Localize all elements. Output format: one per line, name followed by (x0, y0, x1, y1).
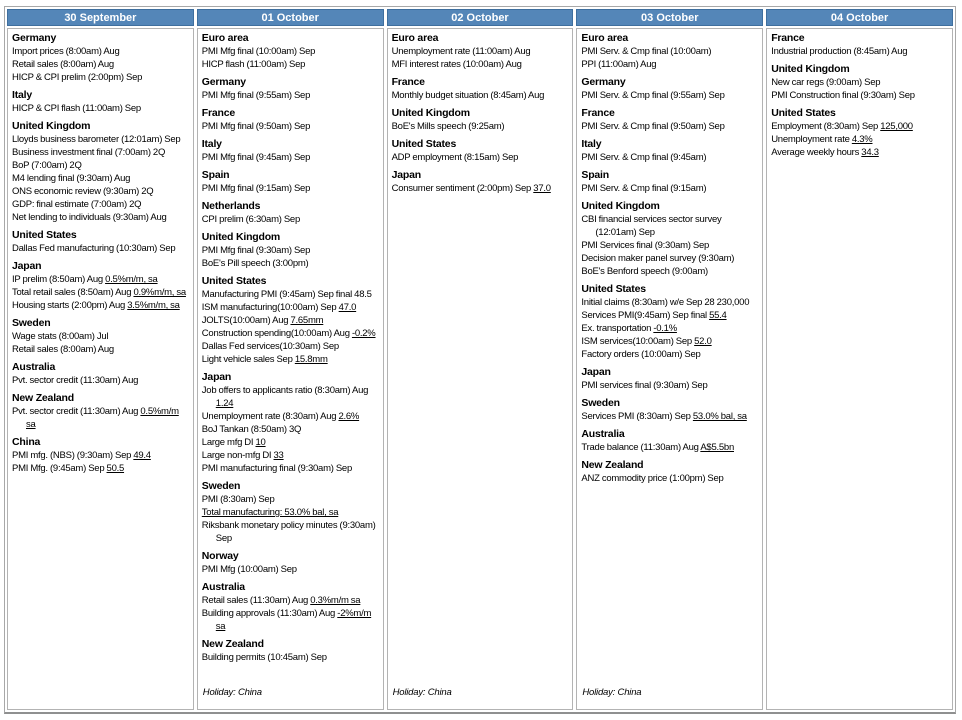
event-text: Large non-mfg DI (201, 450, 274, 461)
event-value: 55.4 (709, 310, 727, 321)
country-name: Sweden (201, 480, 241, 492)
event-value: 125,000 (880, 121, 913, 132)
event-text: Pvt. sector credit (11:30am) Aug (12, 375, 139, 386)
country-name: France (771, 32, 805, 44)
event-text: Net lending to individuals (9:30am) Aug (12, 212, 167, 223)
event-text: Factory orders (10:00am) Sep (581, 349, 701, 360)
event-item (581, 296, 758, 309)
country-name: United States (201, 275, 267, 287)
day-header: 03 October (576, 9, 763, 26)
day-body (576, 28, 763, 710)
event-item (202, 120, 379, 133)
event-text: Decision maker panel survey (9:30am) (581, 253, 735, 264)
event-text: PMI Serv. & Cmp final (9:15am) (581, 183, 707, 194)
country-name: Sweden (581, 397, 620, 409)
event-item (12, 286, 189, 299)
country-name: United Kingdom (201, 231, 281, 243)
country-name: Italy (201, 138, 222, 150)
country-section (581, 76, 758, 102)
country-section (202, 107, 379, 133)
event-text: PMI Serv. & Cmp final (9:45am) (581, 152, 707, 163)
event-text: PMI (8:30am) Sep (201, 494, 275, 505)
event-text: PMI Mfg final (9:30am) Sep (201, 245, 311, 256)
country-section (202, 76, 379, 102)
event-item (771, 45, 948, 58)
event-item (202, 288, 379, 301)
event-item (581, 239, 758, 252)
country-section (12, 317, 189, 356)
day-header: 04 October (766, 9, 953, 26)
event-item (392, 120, 569, 133)
event-text: Riksbank monetary policy minutes (9:30am) Sep (201, 520, 376, 544)
event-text: PMI Serv. & Cmp final (10:00am) (581, 46, 712, 57)
event-text: PMI Construction final (9:30am) Sep (771, 90, 915, 101)
country-name: United States (771, 107, 836, 119)
event-item (202, 493, 379, 506)
event-text: ISM manufacturing(10:00am) Sep (201, 302, 339, 313)
event-value: A$5.5bn (700, 442, 734, 453)
event-value: 50.5 (106, 463, 125, 474)
event-text: ANZ commodity price (1:00pm) Sep (581, 473, 724, 484)
country-section (581, 459, 758, 485)
country-name: France (201, 107, 236, 119)
event-item (581, 265, 758, 278)
event-value: 1.24 (215, 398, 234, 409)
country-name: United Kingdom (771, 63, 850, 75)
event-text: BoP (7:00am) 2Q (12, 160, 82, 171)
event-item (581, 89, 758, 102)
event-text: CBI financial services sector survey (12:01am) Sep (581, 214, 722, 238)
event-item (202, 327, 379, 340)
event-value: 2.6% (338, 411, 360, 422)
event-value: 15.8mm (294, 354, 328, 365)
holiday-note: Holiday: China (202, 687, 262, 698)
holiday-note: Holiday: China (392, 687, 452, 698)
event-value: 34.3 (861, 147, 879, 158)
country-section (12, 260, 189, 312)
event-item (202, 45, 379, 58)
event-item (202, 353, 379, 366)
day-column (576, 9, 763, 710)
event-value: -0.2% (351, 328, 376, 339)
country-name: Italy (581, 138, 602, 150)
country-section (12, 436, 189, 475)
event-text: Retail sales (8:00am) Aug (12, 344, 114, 355)
event-value: 49.4 (133, 450, 151, 461)
event-text: Consumer sentiment (2:00pm) Sep (391, 183, 534, 194)
event-item (771, 120, 948, 133)
country-section (581, 428, 758, 454)
country-section (202, 371, 379, 475)
day-header: 01 October (197, 9, 384, 26)
country-name: Japan (12, 260, 42, 272)
event-item (12, 330, 189, 343)
event-item (581, 213, 758, 239)
event-item (12, 449, 189, 462)
country-section (392, 76, 569, 102)
event-value: Total manufacturing: 53.0% bal, sa (201, 507, 339, 518)
event-text: Retail sales (11:30am) Aug (201, 595, 311, 606)
event-text: PMI Mfg (10:00am) Sep (201, 564, 297, 575)
country-section (771, 107, 948, 159)
event-text: ISM services(10:00am) Sep (581, 336, 695, 347)
event-text: Import prices (8:00am) Aug (12, 46, 120, 57)
country-name: Japan (581, 366, 611, 378)
event-item (202, 301, 379, 314)
day-column (766, 9, 953, 710)
country-name: France (391, 76, 425, 88)
event-item (202, 436, 379, 449)
event-item (202, 257, 379, 270)
event-value: 0.3%m/m sa (310, 595, 361, 606)
country-section (12, 120, 189, 224)
event-item (581, 120, 758, 133)
event-item (581, 348, 758, 361)
event-text: HICP flash (11:00am) Sep (201, 59, 306, 70)
event-item (581, 379, 758, 392)
country-section (12, 361, 189, 387)
country-section (392, 32, 569, 71)
country-section (202, 480, 379, 545)
event-item (392, 182, 569, 195)
country-section (202, 169, 379, 195)
country-section (12, 89, 189, 115)
event-item (12, 146, 189, 159)
day-column (387, 9, 574, 710)
country-name: Australia (581, 428, 625, 440)
country-section (771, 63, 948, 102)
event-item (202, 182, 379, 195)
event-item (581, 252, 758, 265)
event-text: Ex. transportation (581, 323, 654, 334)
event-item (202, 423, 379, 436)
event-text: Lloyds business barometer (12:01am) Sep (12, 134, 181, 145)
event-item (202, 651, 379, 664)
event-text: CPI prelim (6:30am) Sep (201, 214, 300, 225)
country-name: Netherlands (201, 200, 261, 212)
event-text: PMI Mfg final (9:45am) Sep (201, 152, 311, 163)
country-name: Norway (201, 550, 239, 562)
event-item (202, 594, 379, 607)
country-section (392, 169, 569, 195)
country-name: Spain (201, 169, 230, 181)
event-item (12, 405, 189, 431)
event-item (581, 58, 758, 71)
country-name: United Kingdom (391, 107, 470, 119)
event-text: PMI Mfg final (9:15am) Sep (201, 183, 311, 194)
event-item (202, 58, 379, 71)
event-item (12, 374, 189, 387)
event-item (202, 519, 379, 545)
event-text: Unemployment rate (8:30am) Aug (201, 411, 339, 422)
holiday-note: Holiday: China (582, 687, 642, 698)
event-item (581, 45, 758, 58)
day-header: 02 October (387, 9, 574, 26)
country-name: Italy (12, 89, 33, 101)
event-value: -0.1% (653, 323, 677, 334)
event-text: Wage stats (8:00am) Jul (12, 331, 109, 342)
event-text: Retail sales (8:00am) Aug (12, 59, 114, 70)
event-value: 4.3% (851, 134, 873, 145)
event-item (12, 211, 189, 224)
event-value: 10 (255, 437, 266, 448)
event-item (581, 151, 758, 164)
day-body (387, 28, 574, 710)
event-text: Dallas Fed manufacturing (10:30am) Sep (12, 243, 176, 254)
country-name: Germany (201, 76, 246, 88)
event-text: Monthly budget situation (8:45am) Aug (391, 90, 545, 101)
event-text: PMI Mfg. (9:45am) Sep (12, 463, 107, 474)
event-text: BoE's Mills speech (9:25am) (391, 121, 505, 132)
country-section (12, 229, 189, 255)
event-text: PPI (11:00am) Aug (581, 59, 657, 70)
country-section (202, 550, 379, 576)
event-item (202, 449, 379, 462)
country-section (581, 138, 758, 164)
country-name: Euro area (391, 32, 439, 44)
event-item (202, 244, 379, 257)
event-value: 3.5%m/m, sa (127, 300, 180, 311)
event-text: Housing starts (2:00pm) Aug (12, 300, 128, 311)
event-item (392, 151, 569, 164)
event-text: PMI Mfg final (10:00am) Sep (201, 46, 316, 57)
event-value: -2%m/m sa (215, 608, 372, 632)
event-item (202, 563, 379, 576)
event-text: ADP employment (8:15am) Sep (391, 152, 519, 163)
event-text: PMI services final (9:30am) Sep (581, 380, 708, 391)
country-name: Japan (201, 371, 232, 383)
event-text: Business investment final (7:00am) 2Q (12, 147, 166, 158)
day-header: 30 September (7, 9, 194, 26)
event-value: 7.65mm (290, 315, 324, 326)
event-item (12, 45, 189, 58)
event-value: 47.0 (338, 302, 357, 313)
event-text: Manufacturing PMI (9:45am) Sep final 48.5 (201, 289, 372, 300)
event-item (581, 472, 758, 485)
event-item (12, 462, 189, 475)
country-name: Euro area (581, 32, 629, 44)
event-item (12, 102, 189, 115)
country-section (202, 32, 379, 71)
event-item (202, 314, 379, 327)
event-item (12, 299, 189, 312)
event-value: 53.0% bal, sa (692, 411, 747, 422)
country-section (581, 107, 758, 133)
event-item (12, 185, 189, 198)
event-text: PMI mfg. (NBS) (9:30am) Sep (12, 450, 134, 461)
event-item (581, 322, 758, 335)
event-text: PMI Mfg final (9:50am) Sep (201, 121, 311, 132)
event-item (12, 343, 189, 356)
event-text: Trade balance (11:30am) Aug (581, 442, 701, 453)
country-name: Sweden (12, 317, 51, 329)
country-section (202, 581, 379, 633)
event-text: PMI Services final (9:30am) Sep (581, 240, 710, 251)
country-name: United Kingdom (12, 120, 91, 132)
country-name: Germany (12, 32, 57, 44)
event-text: MFI interest rates (10:00am) Aug (391, 59, 522, 70)
event-item (202, 213, 379, 226)
event-item (581, 182, 758, 195)
event-item (202, 384, 379, 410)
country-section (581, 397, 758, 423)
economic-calendar (4, 6, 956, 714)
event-item (771, 76, 948, 89)
day-body (197, 28, 384, 710)
event-text: Pvt. sector credit (11:30am) Aug (12, 406, 141, 417)
event-value: 52.0 (694, 336, 712, 347)
event-text: New car regs (9:00am) Sep (771, 77, 881, 88)
event-text: Employment (8:30am) Sep (771, 121, 881, 132)
country-section (581, 283, 758, 361)
event-item (202, 506, 379, 519)
event-item (581, 309, 758, 322)
country-section (12, 32, 189, 84)
event-value: 33 (273, 450, 284, 461)
event-item (202, 151, 379, 164)
event-item (392, 45, 569, 58)
country-section (392, 107, 569, 133)
event-value: 0.5%m/m sa (26, 406, 179, 430)
event-text: ONS economic review (9:30am) 2Q (12, 186, 154, 197)
event-text: Job offers to applicants ratio (8:30am) Aug (201, 385, 369, 396)
event-text: Initial claims (8:30am) w/e Sep 28 230,000 (581, 297, 750, 308)
event-item (202, 607, 379, 633)
event-item (12, 58, 189, 71)
event-text: PMI Serv. & Cmp final (9:55am) Sep (581, 90, 725, 101)
event-item (392, 89, 569, 102)
country-section (202, 231, 379, 270)
event-text: M4 lending final (9:30am) Aug (12, 173, 131, 184)
country-section (581, 366, 758, 392)
event-item (12, 273, 189, 286)
country-section (202, 138, 379, 164)
event-text: PMI manufacturing final (9:30am) Sep (201, 463, 352, 474)
country-name: United States (12, 229, 77, 241)
day-body (766, 28, 953, 710)
country-name: New Zealand (12, 392, 74, 404)
event-text: Dallas Fed services(10:30am) Sep (201, 341, 339, 352)
event-text: Light vehicle sales Sep (201, 354, 295, 365)
event-text: Total retail sales (8:50am) Aug (12, 287, 134, 298)
event-item (581, 335, 758, 348)
day-column (7, 9, 194, 710)
event-item (12, 133, 189, 146)
event-value: 37.0 (533, 183, 551, 194)
event-item (202, 462, 379, 475)
event-item (12, 242, 189, 255)
country-name: Australia (201, 581, 245, 593)
event-item (202, 340, 379, 353)
country-name: Spain (581, 169, 609, 181)
country-section (202, 275, 379, 366)
event-item (12, 198, 189, 211)
country-section (771, 32, 948, 58)
event-text: BoJ Tankan (8:50am) 3Q (201, 424, 302, 435)
day-body (7, 28, 194, 710)
event-item (12, 159, 189, 172)
country-section (581, 200, 758, 278)
country-section (581, 32, 758, 71)
country-name: Australia (12, 361, 56, 373)
event-item (771, 133, 948, 146)
country-name: France (581, 107, 615, 119)
event-text: BoE's Benford speech (9:00am) (581, 266, 708, 277)
event-text: GDP: final estimate (7:00am) 2Q (12, 199, 142, 210)
event-text: HICP & CPI flash (11:00am) Sep (12, 103, 141, 114)
event-text: Building approvals (11:30am) Aug (201, 608, 338, 619)
event-value: 0.9%m/m, sa (133, 287, 186, 298)
event-text: Unemployment rate (771, 134, 852, 145)
event-text: Unemployment rate (11:00am) Aug (391, 46, 531, 57)
event-text: Industrial production (8:45am) Aug (771, 46, 908, 57)
event-item (392, 58, 569, 71)
event-text: PMI Serv. & Cmp final (9:50am) Sep (581, 121, 725, 132)
event-text: Average weekly hours (771, 147, 862, 158)
event-text: PMI Mfg final (9:55am) Sep (201, 90, 311, 101)
event-text: HICP & CPI prelim (2:00pm) Sep (12, 72, 143, 83)
country-section (12, 392, 189, 431)
event-text: Services PMI (8:30am) Sep (581, 411, 693, 422)
event-item (12, 71, 189, 84)
event-text: JOLTS(10:00am) Aug (201, 315, 291, 326)
event-item (771, 89, 948, 102)
event-text: IP prelim (8:50am) Aug (12, 274, 106, 285)
country-name: United Kingdom (581, 200, 660, 212)
event-value: 0.5%m/m, sa (105, 274, 158, 285)
country-section (202, 638, 379, 664)
country-section (202, 200, 379, 226)
country-name: New Zealand (581, 459, 644, 471)
event-item (12, 172, 189, 185)
country-section (581, 169, 758, 195)
event-text: Building permits (10:45am) Sep (201, 652, 327, 663)
event-item (202, 89, 379, 102)
country-name: China (12, 436, 41, 448)
event-item (771, 146, 948, 159)
country-name: New Zealand (201, 638, 264, 650)
event-text: Construction spending(10:00am) Aug (201, 328, 352, 339)
event-text: BoE's Pill speech (3:00pm) (201, 258, 309, 269)
day-column (197, 9, 384, 710)
event-text: Large mfg DI (201, 437, 256, 448)
event-item (581, 441, 758, 454)
event-text: Services PMI(9:45am) Sep final (581, 310, 710, 321)
country-name: United States (581, 283, 646, 295)
country-section (392, 138, 569, 164)
event-item (202, 410, 379, 423)
country-name: Germany (581, 76, 626, 88)
country-name: Euro area (201, 32, 249, 44)
country-name: United States (391, 138, 457, 150)
country-name: Japan (391, 169, 421, 181)
event-item (581, 410, 758, 423)
